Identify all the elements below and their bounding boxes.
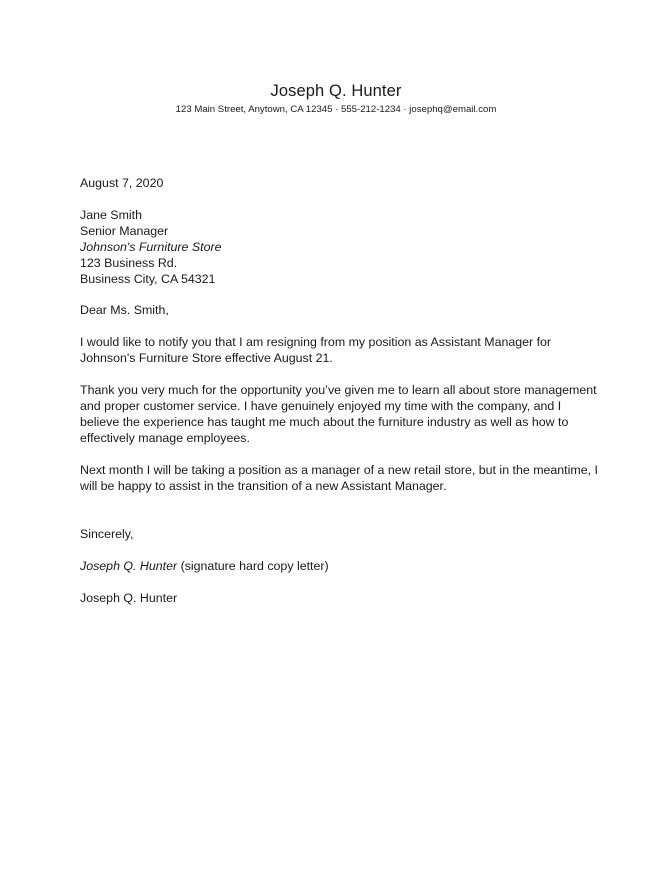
salutation-text: Dear Ms. Smith,: [80, 303, 169, 317]
paragraph-line: and proper customer service. I have genuinely enjoyed my time with the company, and I: [80, 399, 562, 413]
body-paragraph: [80, 462, 600, 494]
recipient-city: Business City, CA 54321: [80, 272, 216, 286]
recipient-street: 123 Business Rd.: [80, 256, 178, 270]
paragraph-line: Johnson's Furniture Store effective August 21.: [80, 351, 333, 365]
paragraph-line: believe the experience has taught me much about the furniture industry as well as how to: [80, 415, 569, 429]
sender-name: Joseph Q. Hunter: [270, 82, 402, 100]
letterhead: [0, 81, 672, 117]
closing-text: Sincerely,: [80, 527, 134, 541]
paragraph-line: Next month I will be taking a position as a manager of a new retail store, but in the meantime, I: [80, 463, 598, 477]
paragraph-line: Thank you very much for the opportunity you’ve given me to learn all about store management: [80, 383, 597, 397]
signature-line-text: [80, 558, 600, 574]
recipient-name: Jane Smith: [80, 208, 142, 222]
recipient-company: Johnson's Furniture Store: [80, 240, 222, 254]
paragraph-line: I would like to notify you that I am resigning from my position as Assistant Manager for: [80, 335, 552, 349]
date-text: August 7, 2020: [80, 176, 164, 190]
closing: [80, 526, 600, 542]
body-paragraph: [80, 334, 600, 366]
recipient-title: Senior Manager: [80, 224, 169, 238]
sender-contact-info: 123 Main Street, Anytown, CA 12345 · 555-212-1234 · josephq@email.com: [175, 104, 497, 115]
signature-name: Joseph Q. Hunter: [80, 559, 178, 573]
paragraph-line: will be happy to assist in the transition of a new Assistant Manager.: [80, 479, 447, 493]
recipient-address: [80, 207, 600, 287]
letter-date: [80, 175, 600, 191]
paragraph-line: effectively manage employees.: [80, 431, 250, 445]
signature-note: (signature hard copy letter): [177, 559, 329, 573]
signature-line: [80, 558, 600, 574]
body-paragraph: [80, 382, 600, 446]
typed-name-text: Joseph Q. Hunter: [80, 591, 178, 605]
typed-name: [80, 590, 600, 606]
salutation: [80, 302, 600, 318]
